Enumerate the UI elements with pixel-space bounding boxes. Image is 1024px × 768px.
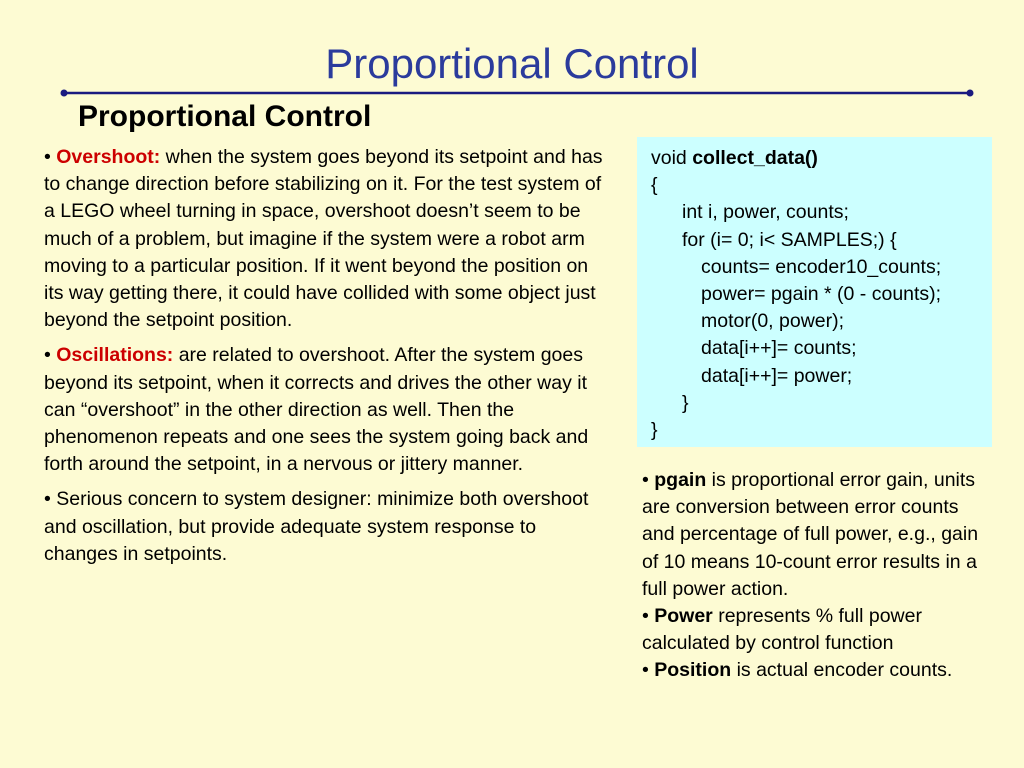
pgain-text: is proportional error gain, units are conversion between error counts and percentage of full power, e.g., gain of 10 means 10-count error results in a full power action. [642, 469, 979, 600]
oscillations-term: Oscillations: [56, 344, 174, 367]
slide-title: Proportional Control [325, 40, 699, 87]
position-note [642, 657, 992, 684]
bullet: • [642, 659, 649, 682]
position-text: is actual encoder counts. [731, 659, 953, 682]
concern-text: Serious concern to system designer: minimize both overshoot and oscillation, but provide adequate system response to changes in setpoints. [44, 488, 589, 565]
code-body-line: data[i++]= counts; [701, 337, 857, 360]
code-keyword: void [651, 147, 693, 169]
bullet: • [44, 146, 51, 168]
code-inner-close-brace: } [682, 391, 689, 414]
code-signature [651, 145, 992, 172]
code-body-line: data[i++]= power; [701, 364, 853, 387]
code-declaration: int i, power, counts; [682, 201, 849, 224]
code-body-line: power= pgain * (0 - counts); [701, 283, 942, 306]
position-term: Position [654, 659, 732, 682]
code-function-name: collect_data() [692, 147, 818, 169]
power-note [642, 603, 992, 657]
concern-paragraph [44, 486, 610, 568]
overshoot-text: when the system goes beyond its setpoint and has to change direction before stabilizing on it. For the test system of a LEGO wheel turning in space, overshoot doesn’t seem to be much of a problem, but imagine if the system were a robot arm moving to a particular position. If it went beyond the position on its way getting there, it could have collided with some object just beyond the setpoint position. [44, 146, 603, 332]
code-body-line: motor(0, power); [701, 310, 845, 333]
code-close-brace: } [651, 419, 658, 442]
power-text: represents % full power calculated by control function [642, 605, 922, 655]
pgain-term: pgain [654, 469, 707, 491]
bullet: • [44, 344, 51, 367]
oscillations-paragraph [44, 342, 610, 478]
left-text-column [44, 144, 610, 576]
code-body-line: counts= encoder10_counts; [701, 255, 942, 278]
slide-subtitle: Proportional Control [78, 100, 372, 133]
bullet: • [642, 605, 649, 628]
overshoot-paragraph [44, 144, 610, 334]
code-open-brace: { [651, 174, 658, 197]
overshoot-term: Overshoot: [56, 146, 161, 168]
bullet: • [44, 488, 51, 511]
code-listing [637, 137, 992, 447]
pgain-note [642, 467, 992, 603]
oscillations-text: are related to overshoot. After the system goes beyond its setpoint, when it corrects and drives the other way it can “overshoot” in the other direction as well. Then the phenomenon repeats and one sees the system going back and forth around the setpoint, in a nervous or jittery manner. [44, 344, 589, 476]
bullet: • [642, 469, 649, 491]
code-for-loop: for (i= 0; i< SAMPLES;) { [682, 228, 897, 251]
power-term: Power [654, 605, 713, 628]
right-notes [642, 467, 992, 685]
